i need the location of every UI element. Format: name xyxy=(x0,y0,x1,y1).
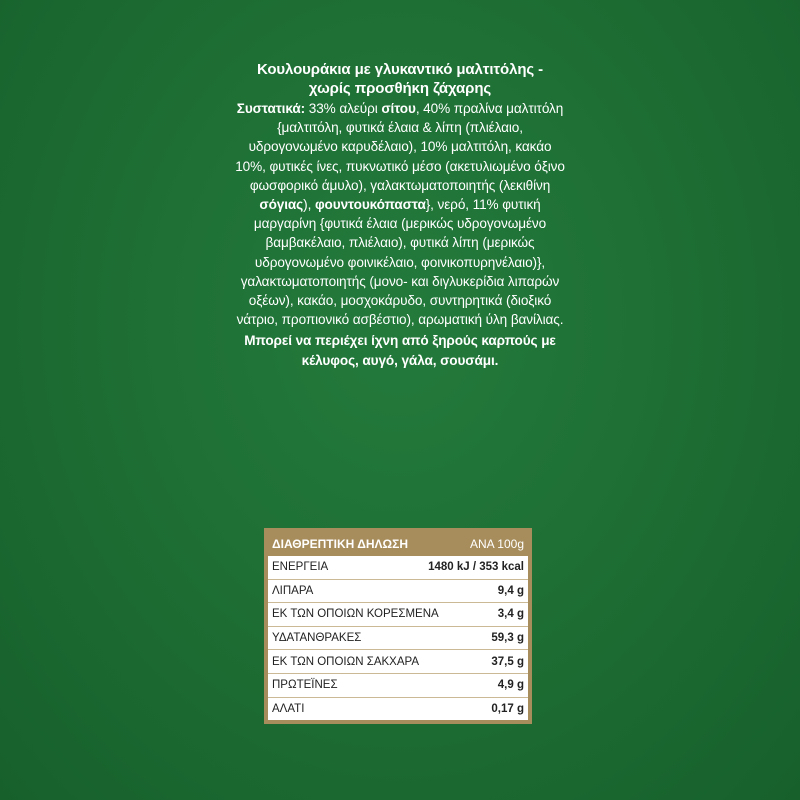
nutrition-row-label: ΕΝΕΡΓΕΙΑ xyxy=(272,561,329,574)
nutrition-row xyxy=(268,603,528,627)
nutrition-table xyxy=(264,528,532,724)
ingredients-text-4: }, νερό, 11% φυτική μαργαρίνη {φυτικά έλαια (μερικώς υδρογονωμένο βαμβακέλαιο, πλιέλαιο), φυτικά λίπη (μερικώς υδρογονωμένο φοινικέλαιο, φοινικοπυρηνέλαιο)}, γαλακτωματοποιητής (μονο- και διγλυκερίδια λιπαρών οξέων), κακάο, μοσχοκάρυδο, συντηρητικά (διοξικό νάτριο, προπιονικό ασβέστιο), αρωματική ύλη βανίλιας. xyxy=(236,197,564,328)
ingredients-allergen-wheat: σίτου xyxy=(381,101,416,116)
nutrition-per: ΑΝΑ 100g xyxy=(469,537,524,551)
nutrition-row-value: 1480 kJ / 353 kcal xyxy=(428,561,524,574)
label-text-block xyxy=(232,60,568,370)
nutrition-row-value: 3,4 g xyxy=(497,608,524,621)
nutrition-row-label: ΕΚ ΤΩΝ ΟΠΟΙΩΝ ΣΑΚΧΑΡΑ xyxy=(272,655,420,668)
nutrition-row xyxy=(268,627,528,651)
nutrition-row xyxy=(268,580,528,604)
nutrition-row-value: 9,4 g xyxy=(497,584,524,597)
allergen-note: Μπορεί να περιέχει ίχνη από ξηρούς καρπούς με κέλυφος, αυγό, γάλα, σουσάμι. xyxy=(244,333,556,368)
ingredients-text-3: ), xyxy=(303,197,315,213)
nutrition-row-value: 0,17 g xyxy=(491,702,524,715)
product-title: Κουλουράκια με γλυκαντικό μαλτιτόλης - χωρίς προσθήκη ζάχαρης xyxy=(256,61,544,97)
nutrition-row-value: 4,9 g xyxy=(497,679,524,692)
nutrition-header xyxy=(268,532,528,556)
nutrition-row-label: ΑΛΑΤΙ xyxy=(272,702,305,715)
nutrition-row-label: ΠΡΩΤΕΪΝΕΣ xyxy=(272,679,338,692)
nutrition-row xyxy=(268,650,528,674)
nutrition-row-label: ΕΚ ΤΩΝ ΟΠΟΙΩΝ ΚΟΡΕΣΜΕΝΑ xyxy=(272,608,439,621)
ingredients-allergen-hazelnut: φουντουκόπαστα xyxy=(314,197,426,213)
nutrition-row xyxy=(268,556,528,580)
ingredients-text-1: 33% αλεύρι xyxy=(305,101,382,116)
ingredients-text-2: , 40% πραλίνα μαλτιτόλη {μαλτιτόλη, φυτικά έλαια & λίπη (πλιέλαιο, υδρογονωμένο καρυδέλαιο), 10% μαλτιτόλη, κακάο 10%, φυτικές ίνες, πυκνωτικό μέσο (ακετυλιωμένο όξινο φωσφορικό άμυλο), γαλακτωματοποιητής (λεκιθίνη xyxy=(235,101,565,193)
nutrition-row-label: ΥΔΑΤΑΝΘΡΑΚΕΣ xyxy=(272,632,362,645)
nutrition-row-value: 37,5 g xyxy=(491,655,524,668)
nutrition-row xyxy=(268,674,528,698)
ingredients-paragraph xyxy=(232,99,568,329)
nutrition-row-label: ΛΙΠΑΡΑ xyxy=(272,584,314,597)
nutrition-row-value: 59,3 g xyxy=(491,632,524,645)
ingredients-allergen-soy: σόγιας xyxy=(259,197,304,213)
nutrition-row xyxy=(268,698,528,721)
nutrition-title: ΔΙΑΘΡΕΠΤΙΚΗ ΔΗΛΩΣΗ xyxy=(272,537,408,551)
ingredients-label: Συστατικά: xyxy=(236,101,306,116)
